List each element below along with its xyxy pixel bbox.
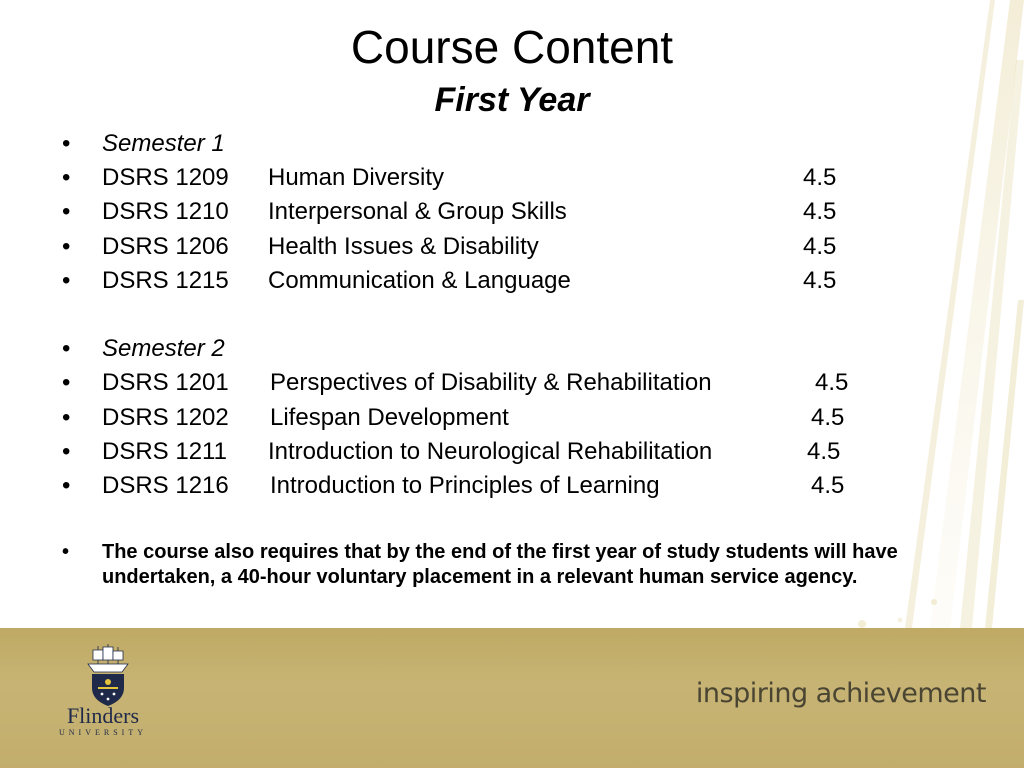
course-credits: 4.5 (803, 266, 837, 294)
course-code: DSRS 1202 (102, 403, 229, 431)
course-name: Interpersonal & Group Skills (268, 198, 567, 226)
semester-1-heading (62, 127, 942, 161)
course-credits: 4.5 (807, 437, 841, 465)
course-code: DSRS 1216 (102, 471, 229, 499)
course-row (62, 195, 942, 229)
bullet: • (62, 266, 71, 294)
bullet: • (62, 198, 71, 226)
course-credits: 4.5 (803, 164, 837, 192)
course-credits: 4.5 (803, 198, 837, 226)
course-code: DSRS 1201 (102, 369, 229, 397)
course-list (62, 127, 942, 503)
course-row (62, 435, 942, 469)
bullet: • (62, 541, 70, 563)
bullet: • (62, 471, 71, 499)
course-credits: 4.5 (811, 403, 845, 431)
logo-subname: UNIVERSITY (59, 728, 147, 737)
bullet: • (62, 130, 71, 157)
course-code: DSRS 1206 (102, 232, 229, 260)
university-wordmark (48, 704, 158, 738)
bullet: • (62, 437, 71, 465)
course-row (62, 264, 942, 298)
semester-2-heading (62, 332, 942, 366)
bullet: • (62, 369, 71, 397)
course-row (62, 161, 942, 195)
course-name: Perspectives of Disability & Rehabilitation (270, 369, 712, 397)
course-row (62, 366, 942, 400)
semester-label: Semester 2 (102, 335, 225, 363)
course-credits: 4.5 (811, 471, 845, 499)
course-code: DSRS 1210 (102, 198, 229, 226)
bullet: • (62, 164, 71, 192)
course-code: DSRS 1215 (102, 266, 229, 294)
course-credits: 4.5 (803, 232, 837, 260)
list-spacer (62, 298, 942, 332)
course-name: Communication & Language (268, 266, 571, 294)
placement-note-text: The course also requires that by the end of the first year of study students will have undertaken, a 40-hour voluntary placement in a relevant human service agency. (102, 541, 898, 588)
course-name: Health Issues & Disability (268, 232, 539, 260)
slide-subtitle: First Year (434, 81, 590, 119)
logo-name: Flinders (66, 703, 140, 728)
course-row (62, 401, 942, 435)
course-name: Introduction to Principles of Learning (270, 471, 660, 499)
tagline: inspiring achievement (695, 678, 986, 709)
bullet: • (62, 232, 71, 260)
course-name: Lifespan Development (270, 403, 509, 431)
course-row (62, 230, 942, 264)
course-row (62, 469, 942, 503)
course-name: Introduction to Neurological Rehabilitation (268, 437, 713, 465)
bullet: • (62, 403, 71, 431)
course-credits: 4.5 (815, 369, 849, 397)
bullet: • (62, 335, 71, 363)
placement-note (62, 540, 922, 590)
slide-title: Course Content (350, 21, 674, 73)
course-code: DSRS 1211 (102, 437, 227, 465)
semester-label: Semester 1 (102, 130, 225, 157)
course-code: DSRS 1209 (102, 164, 229, 192)
course-name: Human Diversity (268, 164, 445, 192)
